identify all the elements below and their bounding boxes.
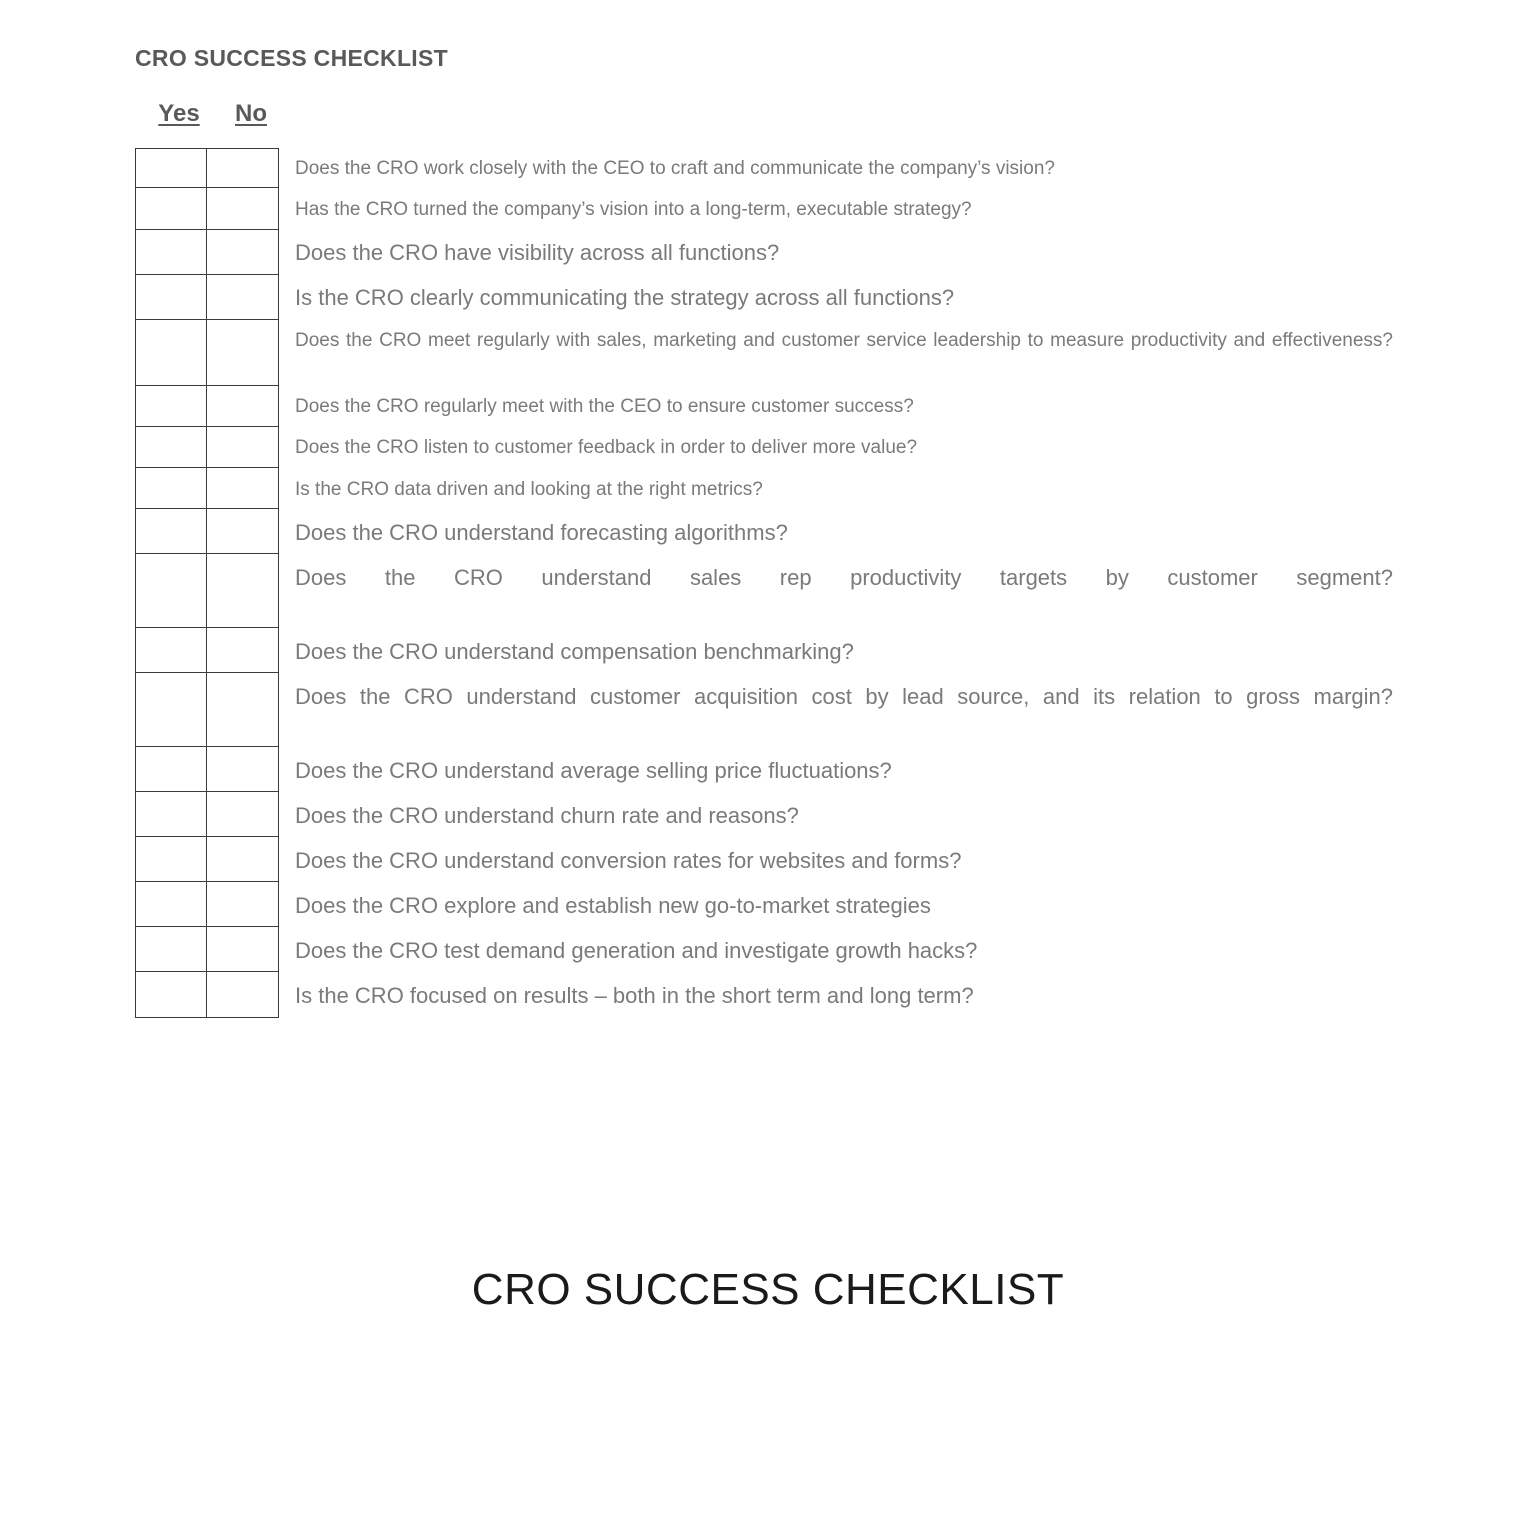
question-text: Does the CRO work closely with the CEO to craft and communicate the company’s vision? bbox=[295, 158, 1055, 179]
checkbox-no[interactable] bbox=[206, 672, 279, 748]
checkbox-group bbox=[135, 427, 283, 468]
question-text: Does the CRO understand forecasting algorithms? bbox=[295, 519, 788, 545]
checklist-row bbox=[135, 793, 1395, 838]
checkbox-yes[interactable] bbox=[135, 971, 208, 1018]
checkbox-yes[interactable] bbox=[135, 187, 208, 230]
checkbox-group bbox=[135, 148, 283, 189]
checkbox-no[interactable] bbox=[206, 746, 279, 793]
checkbox-yes[interactable] bbox=[135, 746, 208, 793]
checklist-row bbox=[135, 973, 1395, 1018]
question-text: Does the CRO understand churn rate and reasons? bbox=[295, 802, 799, 828]
question-text bbox=[283, 555, 1395, 629]
checklist-row bbox=[135, 883, 1395, 928]
checkbox-group bbox=[135, 674, 283, 748]
question-text: Does the CRO understand average selling price fluctuations? bbox=[295, 757, 892, 783]
checkbox-group bbox=[135, 386, 283, 427]
question-text: Is the CRO clearly communicating the strategy across all functions? bbox=[295, 285, 955, 311]
question-text: Does the CRO understand compensation benchmarking? bbox=[295, 638, 854, 664]
question-text-inner: Does the CRO understand customer acquisition cost by lead source, and its relation to gross margin? bbox=[295, 683, 1393, 709]
checkbox-group bbox=[135, 793, 283, 838]
question-text: Does the CRO regularly meet with the CEO to ensure customer success? bbox=[295, 396, 914, 418]
checkbox-no[interactable] bbox=[206, 187, 279, 230]
question-text bbox=[283, 674, 1395, 748]
checklist-row bbox=[135, 748, 1395, 793]
checkbox-yes[interactable] bbox=[135, 553, 208, 629]
checklist-row bbox=[135, 148, 1395, 189]
checkbox-group bbox=[135, 555, 283, 629]
question-text: Does the CRO explore and establish new go-to-market strategies bbox=[295, 892, 931, 918]
checkbox-no[interactable] bbox=[206, 627, 279, 674]
checkbox-no[interactable] bbox=[206, 229, 279, 276]
checkbox-group bbox=[135, 189, 283, 230]
checkbox-yes[interactable] bbox=[135, 836, 208, 883]
checkbox-no[interactable] bbox=[206, 148, 279, 189]
checkbox-no[interactable] bbox=[206, 508, 279, 555]
checkbox-group bbox=[135, 973, 283, 1018]
checkbox-group bbox=[135, 230, 283, 275]
checkbox-yes[interactable] bbox=[135, 508, 208, 555]
question-text-inner: Does the CRO meet regularly with sales, marketing and customer service leadership to measure productivity and effectiveness? bbox=[295, 330, 1393, 352]
checkbox-no[interactable] bbox=[206, 385, 279, 428]
checklist-row bbox=[135, 674, 1395, 748]
checklist-row bbox=[135, 469, 1395, 510]
checkbox-group bbox=[135, 320, 283, 386]
question-text: Does the CRO test demand generation and investigate growth hacks? bbox=[295, 937, 978, 963]
checklist-table bbox=[135, 148, 1395, 1018]
checkbox-group bbox=[135, 883, 283, 928]
checkbox-yes[interactable] bbox=[135, 148, 208, 189]
checkbox-yes[interactable] bbox=[135, 627, 208, 674]
question-text bbox=[283, 320, 1395, 386]
checkbox-yes[interactable] bbox=[135, 274, 208, 321]
checkbox-group bbox=[135, 469, 283, 510]
checkbox-no[interactable] bbox=[206, 791, 279, 838]
checklist-row bbox=[135, 555, 1395, 629]
question-text: Is the CRO focused on results – both in the short term and long term? bbox=[295, 982, 974, 1008]
column-header-no: No bbox=[235, 100, 267, 127]
footer-title: CRO SUCCESS CHECKLIST bbox=[471, 1265, 1065, 1314]
checklist-row bbox=[135, 427, 1395, 468]
question-text: Does the CRO have visibility across all functions? bbox=[295, 240, 780, 266]
checkbox-no[interactable] bbox=[206, 881, 279, 928]
checklist-row bbox=[135, 510, 1395, 555]
checkbox-group bbox=[135, 748, 283, 793]
checkbox-yes[interactable] bbox=[135, 426, 208, 469]
checklist-row bbox=[135, 386, 1395, 427]
checkbox-group bbox=[135, 838, 283, 883]
checklist-row bbox=[135, 320, 1395, 386]
question-text: Is the CRO data driven and looking at the right metrics? bbox=[295, 478, 763, 500]
checkbox-group bbox=[135, 629, 283, 674]
column-headers bbox=[135, 100, 285, 128]
checkbox-no[interactable] bbox=[206, 553, 279, 629]
checklist-row bbox=[135, 838, 1395, 883]
checkbox-no[interactable] bbox=[206, 319, 279, 387]
checkbox-group bbox=[135, 275, 283, 320]
checkbox-yes[interactable] bbox=[135, 467, 208, 510]
column-header-yes: Yes bbox=[158, 100, 200, 127]
checkbox-no[interactable] bbox=[206, 971, 279, 1018]
question-text: Does the CRO understand conversion rates for websites and forms? bbox=[295, 847, 962, 873]
checkbox-no[interactable] bbox=[206, 274, 279, 321]
checkbox-no[interactable] bbox=[206, 836, 279, 883]
checklist-row bbox=[135, 189, 1395, 230]
checklist-row bbox=[135, 230, 1395, 275]
checkbox-yes[interactable] bbox=[135, 926, 208, 973]
checkbox-group bbox=[135, 928, 283, 973]
checkbox-yes[interactable] bbox=[135, 791, 208, 838]
checklist-row bbox=[135, 275, 1395, 320]
checkbox-no[interactable] bbox=[206, 426, 279, 469]
checkbox-yes[interactable] bbox=[135, 229, 208, 276]
page-title: CRO SUCCESS CHECKLIST bbox=[135, 45, 448, 71]
checkbox-no[interactable] bbox=[206, 926, 279, 973]
checkbox-no[interactable] bbox=[206, 467, 279, 510]
checkbox-yes[interactable] bbox=[135, 672, 208, 748]
checkbox-yes[interactable] bbox=[135, 319, 208, 387]
question-text: Does the CRO listen to customer feedback in order to deliver more value? bbox=[295, 437, 918, 459]
checklist-row bbox=[135, 629, 1395, 674]
checkbox-yes[interactable] bbox=[135, 881, 208, 928]
question-text: Has the CRO turned the company’s vision into a long-term, executable strategy? bbox=[295, 199, 972, 221]
checkbox-group bbox=[135, 510, 283, 555]
question-text-inner: Does the CRO understand sales rep productivity targets by customer segment? bbox=[295, 564, 1393, 590]
checklist-row bbox=[135, 928, 1395, 973]
checkbox-yes[interactable] bbox=[135, 385, 208, 428]
